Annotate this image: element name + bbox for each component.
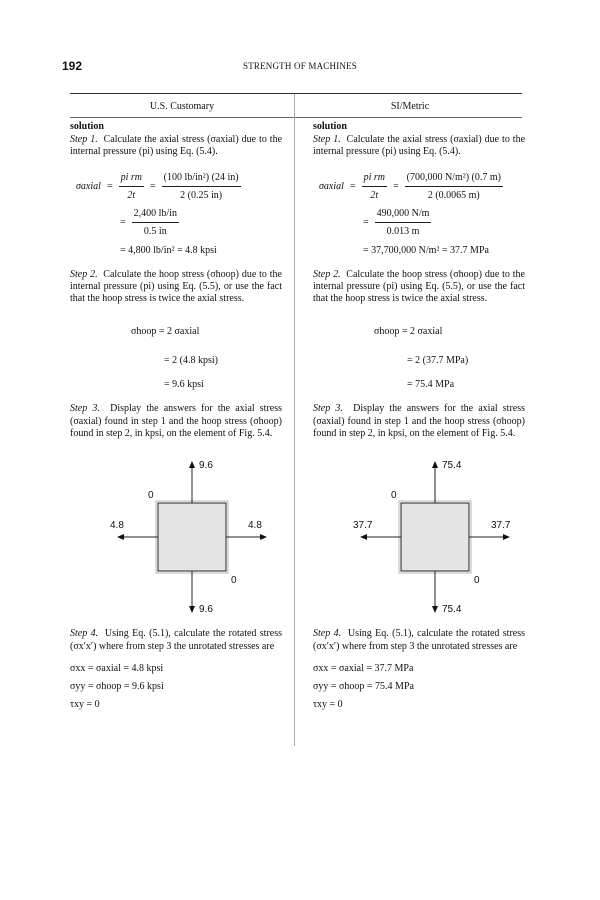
eq-den: 2t	[370, 189, 379, 201]
arrow-head-left	[117, 534, 124, 540]
stress-eq-line1: σxx = σaxial = 37.7 MPa	[313, 662, 414, 674]
hoop-eq-line1: σhoop = 2 σaxial	[131, 326, 200, 338]
stress-eq-line2: σyy = σhoop = 75.4 MPa	[313, 680, 414, 692]
eq-num: 490,000 N/m	[375, 207, 432, 223]
step3-text	[313, 403, 525, 440]
us-customary-column	[70, 121, 282, 711]
fraction	[375, 207, 432, 238]
arrow-head-right	[260, 534, 267, 540]
label-shear-bottom: 0	[231, 575, 237, 587]
axial-equation	[319, 171, 503, 202]
step-body: Calculate the axial stress (σaxial) due to the internal pressure (pi) using Eq. (5.4).	[313, 134, 526, 158]
step2-text	[70, 269, 282, 306]
step1-text	[313, 134, 525, 159]
label-top: 75.4	[442, 460, 462, 472]
label-left: 37.7	[353, 520, 373, 532]
arrow-head-bottom	[189, 606, 195, 613]
stress-eq-line2: σyy = σhoop = 9.6 kpsi	[70, 680, 164, 692]
arrow-head-left	[360, 534, 367, 540]
axial-result: = 37,700,000 N/m² = 37.7 MPa	[363, 244, 489, 256]
label-left: 4.8	[110, 520, 124, 532]
eq-num: 2,400 lb/in	[132, 207, 179, 223]
si-metric-column	[313, 121, 525, 711]
equals-sign: =	[363, 216, 369, 228]
axial-equation-step2	[120, 207, 179, 238]
label-top: 9.6	[199, 460, 213, 472]
stress-eq-line1: σxx = σaxial = 4.8 kpsi	[70, 662, 164, 674]
label-shear-top: 0	[148, 490, 154, 502]
arrow-head-top	[432, 461, 438, 468]
step-body: Display the answers for the axial stress (σaxial) found in step 1 and the hoop stress (σhoop) found in step 2, in kpsi, on the element of Fig. 5.4.	[313, 403, 526, 440]
equals-sign: =	[392, 180, 399, 192]
step-label: Step 4.	[313, 628, 342, 640]
label-shear-top: 0	[391, 490, 397, 502]
fraction	[162, 171, 241, 202]
step-body: Display the answers for the axial stress (σaxial) found in step 1 and the hoop stress (σhoop) found in step 2, in kpsi, on the element of Fig. 5.4.	[70, 403, 283, 440]
fraction	[119, 171, 144, 202]
eq-num: (100 lb/in²) (24 in)	[162, 171, 241, 187]
step2-text	[313, 269, 525, 306]
eq-num: pi rm	[362, 171, 387, 187]
step-label: Step 3.	[313, 403, 343, 415]
running-head: STRENGTH OF MACHINES	[242, 61, 357, 71]
stress-eq-line3: τxy = 0	[313, 698, 343, 710]
hoop-eq-line3: = 75.4 MPa	[407, 379, 455, 391]
step-label: Step 4.	[70, 628, 99, 640]
stress-element	[401, 503, 469, 571]
step1-text	[70, 134, 282, 159]
column-divider	[294, 94, 295, 746]
equals-sign: =	[349, 180, 356, 192]
eq-num: (700,000 N/m²) (0.7 m)	[405, 171, 503, 187]
hoop-eq-line1: σhoop = 2 σaxial	[374, 326, 443, 338]
hoop-eq-line3: = 9.6 kpsi	[164, 379, 204, 391]
hoop-eq-line2: = 2 (37.7 MPa)	[407, 355, 469, 367]
eq-den: 0.013 m	[386, 225, 420, 237]
arrow-head-right	[503, 534, 510, 540]
solution-heading: solution	[313, 121, 347, 132]
page-number: 192	[62, 59, 83, 73]
step4-text	[313, 628, 525, 653]
equals-sign: =	[149, 180, 156, 192]
column-header-si: SI/Metric	[390, 101, 430, 112]
step-body: Using Eq. (5.1), calculate the rotated stress (σx′x′) where from step 3 the unrotated stresses are	[70, 628, 283, 652]
eq-den: 2 (0.25 in)	[180, 189, 223, 201]
step-label: Step 1.	[70, 134, 98, 145]
step-body: Calculate the hoop stress (σhoop) due to the internal pressure (pi) using Eq. (5.5), or use the fact that the hoop stress is twice the axial stress.	[313, 268, 525, 305]
stress-element-diagram	[343, 448, 513, 618]
stress-element	[158, 503, 226, 571]
stress-element-diagram	[100, 448, 270, 618]
axial-equation-step2	[363, 207, 431, 238]
eq-num: pi rm	[119, 171, 144, 187]
label-shear-bottom: 0	[474, 575, 480, 587]
hoop-eq-line2: = 2 (4.8 kpsi)	[164, 355, 218, 367]
arrow-head-top	[189, 461, 195, 468]
step-body: Calculate the hoop stress (σhoop) due to the internal pressure (pi) using Eq. (5.5), or use the fact that the hoop stress is twice the axial stress.	[70, 268, 282, 305]
arrow-head-bottom	[432, 606, 438, 613]
fraction	[132, 207, 179, 238]
eq-den: 2 (0.0065 m)	[427, 189, 480, 201]
step-body: Using Eq. (5.1), calculate the rotated stress (σx′x′) where from step 3 the unrotated stresses are	[313, 628, 526, 652]
eq-den: 2t	[127, 189, 136, 201]
eq-lhs: σaxial	[319, 180, 344, 192]
label-right: 4.8	[248, 520, 262, 532]
axial-equation	[76, 171, 241, 202]
stress-eq-line3: τxy = 0	[70, 698, 100, 710]
eq-den: 0.5 in	[143, 225, 167, 237]
equals-sign: =	[106, 180, 113, 192]
step-label: Step 2.	[313, 268, 341, 280]
top-rule	[70, 93, 522, 94]
step4-text	[70, 628, 282, 653]
fraction	[362, 171, 387, 202]
axial-result: = 4,800 lb/in² = 4.8 kpsi	[120, 244, 217, 256]
solution-heading: solution	[70, 121, 104, 132]
column-header-us: U.S. Customary	[149, 101, 215, 112]
header-rule	[70, 117, 522, 118]
label-bottom: 9.6	[199, 604, 213, 616]
label-bottom: 75.4	[442, 604, 462, 616]
step-body: Calculate the axial stress (σaxial) due to the internal pressure (pi) using Eq. (5.4).	[70, 134, 283, 158]
equals-sign: =	[120, 216, 126, 228]
step3-text	[70, 403, 282, 440]
step-label: Step 1.	[313, 134, 341, 145]
label-right: 37.7	[491, 520, 511, 532]
step-label: Step 2.	[70, 268, 98, 280]
fraction	[405, 171, 503, 202]
eq-lhs: σaxial	[76, 180, 101, 192]
step-label: Step 3.	[70, 403, 100, 415]
